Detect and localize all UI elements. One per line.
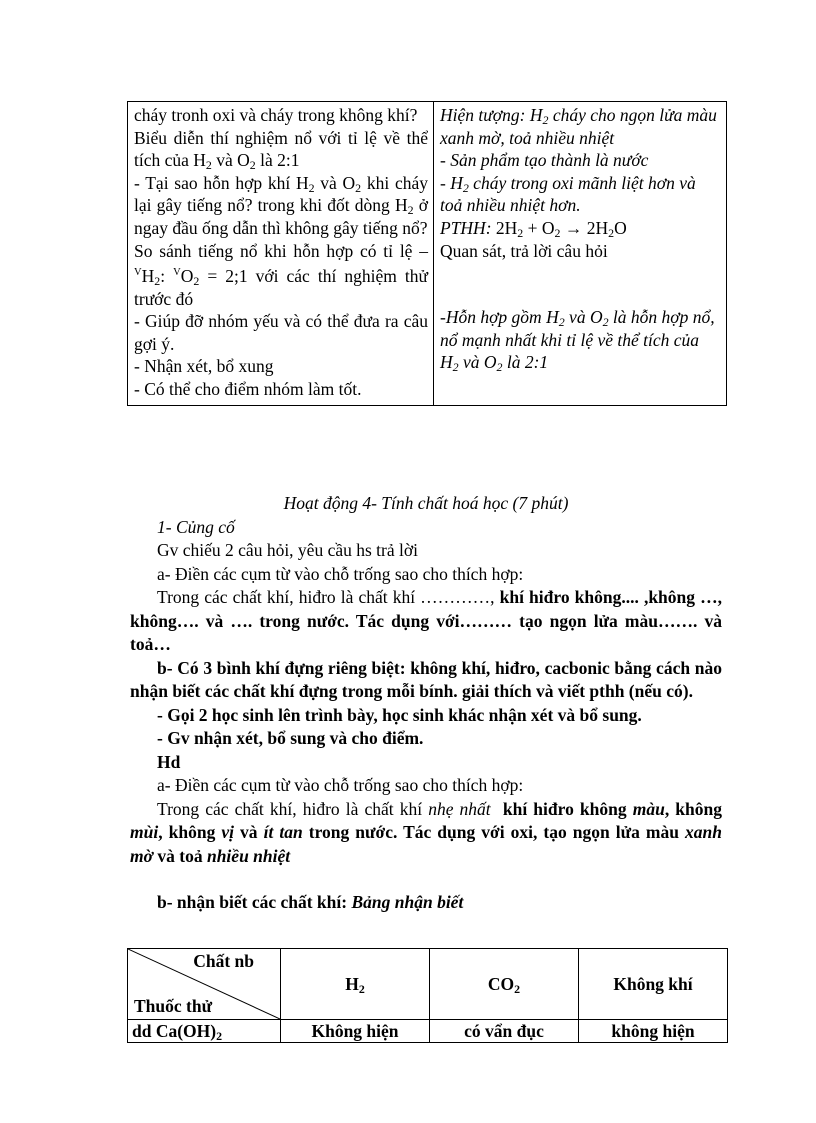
paragraph-5: - Gọi 2 học sinh lên trình bày, học sinh khác nhận xét và bổ sung. (157, 704, 642, 725)
paragraph-6: - Gv nhận xét, bổ sung và cho điểm. (157, 728, 424, 748)
subsection-title: 1- Củng cố (157, 516, 235, 537)
activity-table (127, 101, 727, 406)
left-text-5: - Giúp đỡ nhóm yếu và có thể đưa ra câu gợi ý. (134, 311, 428, 354)
cell-air: không hiện (579, 1020, 728, 1043)
paragraph-8: a- Điền các cụm từ vào chỗ trống sao cho thích hợp: (157, 775, 524, 795)
left-text-1: cháy tronh oxi và cháy trong không khí? (134, 105, 418, 125)
left-text-4: So sánh tiếng nổ khi hỗn hợp có tỉ lệ $-^VH_2$: $^VO_2$ = 2;1 với các thí nghiệm thử trước đó (134, 240, 428, 309)
right-text-5: Quan sát, trả lời câu hỏi (440, 240, 608, 261)
paragraph-2: a- Điền các cụm từ vào chỗ trống sao cho thích hợp: (157, 563, 524, 584)
cell-co2: có vẩn đục (430, 1020, 579, 1043)
paragraph-10: b- nhận biết các chất khí: Bảng nhận biết (157, 892, 464, 912)
corner-cell (128, 949, 281, 1020)
right-text-1: Hiện tượng: $H_2$ cháy cho ngọn lửa màu xanh mờ, toả nhiều nhiệt (440, 105, 717, 148)
left-text-3: - Tại sao hỗn hợp khí $H_2$ và $O_2$ khi cháy lại gây tiếng nổ? trong khi đốt dòng $H_2$ ở ngay đầu ống dẫn thì không gây tiếng nổ? (134, 172, 428, 238)
student-column (434, 102, 727, 406)
paragraph-9: Trong các chất khí, hiđro là chất khí nhẹ nhất khí hiđro không màu, không mùi, không vị và ít tan trong nước. Tác dụng với oxi, tạo ngọn lửa màu xanh mờ và toả nhiều nhiệt (130, 798, 722, 866)
corner-top-label: Chất nb (193, 951, 254, 971)
paragraph-4: b- Có 3 bình khí đựng riêng biệt: không khí, hiđro, cacbonic bằng cách nào nhận biết các chất khí đựng trong mỗi bính. giải thích và viết pthh (nếu có). (130, 657, 722, 701)
left-text-2: Biểu diễn thí nghiệm nổ với tỉ lệ về thể tích của $H_2$ và $O_2$ là 2:1 (134, 127, 428, 173)
corner-bottom-label: Thuốc thử (134, 996, 213, 1016)
header-air: Không khí (579, 949, 728, 1020)
paragraph-7: Hd (157, 751, 181, 772)
header-h2: $H_2$ (281, 949, 430, 1020)
section-heading: Hoạt động 4- Tính chất hoá học (7 phút) (283, 493, 569, 513)
row-label: dd $Ca(OH)_2$ (128, 1020, 281, 1043)
paragraph-3: Trong các chất khí, hiđro là chất khí …………, khí hiđro không.... ,không …, không…. và …. trong nước. Tác dụng với……… tạo ngọn lửa màu……. và toả… (130, 587, 722, 654)
header-co2: $CO_2$ (430, 949, 579, 1020)
right-text-6: -Hỗn hợp gồm $H_2$ và $O_2$ là hỗn hợp nổ, nổ mạnh nhất khi tỉ lệ về thể tích của $H_2$ và $O_2$ là 2:1 (440, 307, 715, 375)
right-text-2: - Sản phẩm tạo thành là nước (440, 150, 649, 171)
right-text-4: PTHH: $2H_2 + O_2 \to 2H_2O$ (440, 217, 627, 240)
cell-h2: Không hiện (281, 1020, 430, 1043)
teacher-column (128, 102, 434, 406)
right-text-3: - $H_2$ cháy trong oxi mãnh liệt hơn và toả nhiều nhiệt hơn. (440, 172, 696, 216)
left-text-7: - Có thể cho điểm nhóm làm tốt. (134, 378, 362, 399)
left-text-6: - Nhận xét, bổ xung (134, 356, 274, 377)
activity-4-section (130, 492, 722, 915)
identification-table (127, 948, 728, 1043)
paragraph-1: Gv chiếu 2 câu hỏi, yêu cầu hs trả lời (157, 540, 418, 560)
